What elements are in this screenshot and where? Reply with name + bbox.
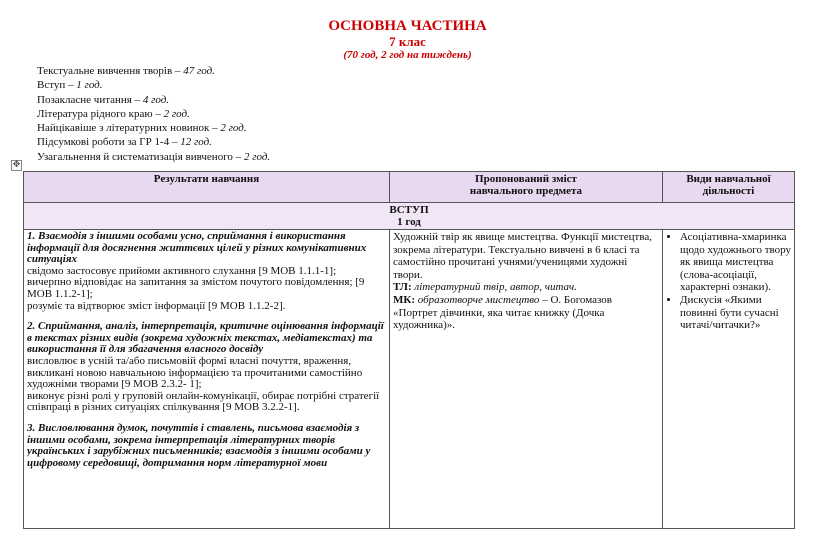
result-group-title: 3. Висловлювання думок, почуттів і ставлень, письмова взаємодія з іншими особами, зокрема інтерпретація літературних творів українських і зарубіжних письменників; взаємодія з іншими особами у цифровому середовищі, дотримання норм літературної мови — [27, 421, 371, 469]
header-content: Пропонований зміст навчального предмета — [390, 172, 663, 203]
result-line: виконує різні ролі у груповій онлайн-комунікації, обирає потрібні стратегії співпраці в різних ситуаціях спілкування [9 МОВ 3.2.2-1]. — [27, 389, 380, 414]
result-line: висловлює в усній та/або письмовій формі власні почуття, враження, викликані новою навчальною інформацією та прочитаними самостійно художніми творами [9 МОВ 2.3.2- 1]; — [27, 354, 363, 391]
result-line: свідомо застосовує прийоми активного слухання [9 МОВ 1.1.1-1]; — [27, 264, 337, 277]
result-line: вичерпно відповідає на запитання за змістом почутого повідомлення; [9 МОВ 1.1.2-1]; — [27, 276, 365, 300]
page-title: ОСНОВНА ЧАСТИНА — [328, 18, 487, 34]
content-mk: МК: образотворче мистецтво – О. Богомазов «Портрет дівчинки, яка читає книжку (Дочка художника)». — [393, 293, 612, 332]
hours-item: Текстуальне вивчення творів – 47 год. — [37, 65, 215, 77]
hours-item: Вступ – 1 год. — [37, 79, 103, 92]
content-cell[interactable] — [390, 230, 663, 529]
hours-item: Узагальнення й систематизація вивченого – 2 год. — [37, 150, 271, 163]
hours-item: Позакласне читання – 4 год. — [37, 93, 170, 106]
activity-item: • Асоціативна-хмаринка щодо художнього твору як явища мистецтва (слова-асоціації, характерні ознаки). — [680, 231, 791, 294]
activity-item: • Дискусія «Якими повинні бути сучасні читачі/читачки?» — [680, 294, 791, 332]
activities-cell[interactable] — [663, 230, 795, 529]
hours-list — [37, 64, 270, 164]
table-row — [24, 230, 795, 529]
header-results: Результати навчання — [24, 172, 390, 203]
results-cell[interactable] — [24, 230, 390, 529]
section-row — [24, 203, 795, 230]
header-activities: Види навчальної діяльності — [663, 172, 795, 203]
result-line: розуміє та відтворює зміст інформації [9 МОВ 1.1.2-2]. — [27, 299, 286, 312]
section-heading: ВСТУП 1 год — [24, 203, 795, 230]
content-tl: ТЛ: літературний твір, автор, читач. — [393, 281, 577, 294]
curriculum-table — [23, 171, 795, 529]
hours-item: Підсумкові роботи за ГР 1-4 – 12 год. — [37, 136, 212, 149]
result-group-title: 1. Взаємодія з іншими особами усно, сприймання і використання інформації для досягнення життєвих цілей у різних комунікативних ситуаціях — [27, 231, 367, 266]
hours-item: Література рідного краю – 2 год. — [37, 107, 190, 120]
table-move-handle-icon[interactable]: ✥ — [12, 160, 21, 170]
grade-title: 7 клас — [389, 34, 426, 49]
result-group-title: 2. Сприймання, аналіз, інтерпретація, критичне оцінювання інформації в текстах різних видів (зокрема художніх текстах, медіатекстах) та використання її для збагачення власного досвіду — [27, 320, 384, 356]
content-main: Художній твір як явище мистецтва. Функції мистецтва, зокрема літератури. Текстуально вивчені в 6 класі та самостійно прочитані учнями/ученицями художні твори. — [393, 231, 652, 281]
hours-item: Найцікавіше з літературних новинок – 2 год. — [37, 122, 247, 135]
hours-note: (70 год, 2 год на тиждень) — [343, 49, 472, 61]
table-header-row — [24, 172, 795, 203]
